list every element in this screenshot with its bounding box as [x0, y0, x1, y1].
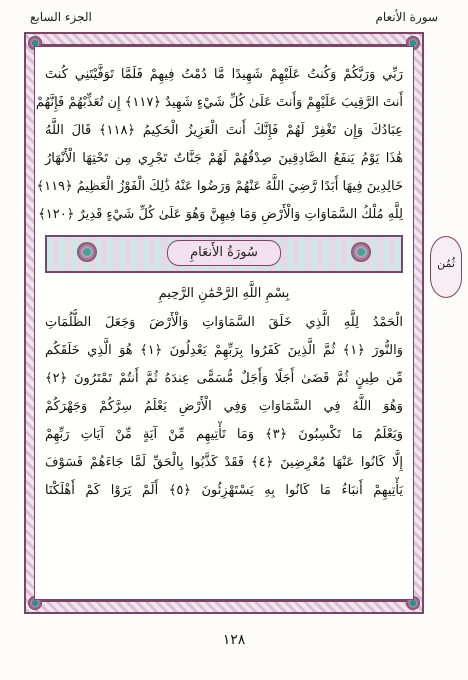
header-juz-name: الجزء السابع	[30, 10, 92, 24]
verse-line: مِّن طِينٍ ثُمَّ قَضَىٰ أَجَلًا وَأَجَلٌ مُّسَمًّى عِندَهُ ثُمَّ أَنتُمْ تَمْتَرُونَ ﴿٢﴾	[45, 371, 403, 386]
verse-lines	[35, 61, 413, 505]
verse-line: أَنتَ الرَّقِيبَ عَلَيْهِمْ وَأَنتَ عَلَىٰ كُلِّ شَيْءٍ شَهِيدٌ ﴿١١٧﴾ إِن تُعَذِّبْهُمْ فَإِنَّهُمْ	[35, 95, 403, 110]
bismillah: بِسْمِ اللَّهِ الرَّحْمَٰنِ الرَّحِيمِ	[158, 286, 290, 301]
verse-line: هَٰذَا يَوْمُ يَنفَعُ الصَّادِقِينَ صِدْقُهُمْ لَهُمْ جَنَّاتٌ تَجْرِي مِن تَحْتِهَا الْأَنْهَارُ	[45, 151, 403, 166]
verse-line: وَهُوَ اللَّهُ فِي السَّمَاوَاتِ وَفِي الْأَرْضِ يَعْلَمُ سِرَّكُمْ وَجَهْرَكُمْ	[45, 399, 403, 414]
sura-title-banner	[45, 235, 403, 273]
verse-line: رَبِّي وَرَبَّكُمْ وَكُنتُ عَلَيْهِمْ شَهِيدًا مَّا دُمْتُ فِيهِمْ فَلَمَّا تَوَفَّيْتَنِي كُنتَ	[45, 67, 403, 82]
quran-text-area	[34, 46, 414, 600]
verse-line: وَالنُّورَ ﴿١﴾ ثُمَّ الَّذِينَ كَفَرُوا بِرَبِّهِمْ يَعْدِلُونَ ﴿١﴾ هُوَ الَّذِي خَلَقَكُم	[45, 343, 404, 358]
verse-line: لِلَّهِ مُلْكُ السَّمَاوَاتِ وَالْأَرْضِ وَمَا فِيهِنَّ وَهُوَ عَلَىٰ كُلِّ شَيْءٍ قَدِيرٌ ﴿١٢٠﴾	[38, 207, 403, 222]
verse-line: وَيَعْلَمُ مَا تَكْسِبُونَ ﴿٣﴾ وَمَا تَأْتِيهِم مِّنْ آيَةٍ مِّنْ آيَاتِ رَبِّهِمْ	[45, 427, 403, 442]
header-sura-name: سورة الأنعام	[375, 10, 438, 24]
page-header	[30, 8, 438, 28]
rosette-icon	[351, 242, 371, 262]
hizb-marker	[430, 236, 462, 298]
verse-line: يَأْتِيهِمْ أَنبَاءُ مَا كَانُوا بِهِ يَسْتَهْزِئُونَ ﴿٥﴾ أَلَمْ يَرَوْا كَمْ أَهْلَكْنَا	[45, 483, 403, 498]
verse-line: الْحَمْدُ لِلَّهِ الَّذِي خَلَقَ السَّمَاوَاتِ وَالْأَرْضَ وَجَعَلَ الظُّلُمَاتِ	[45, 315, 403, 330]
rosette-icon	[77, 242, 97, 262]
hizb-marker-label: ثُمُن	[437, 257, 455, 270]
verse-line: إِلَّا كَانُوا عَنْهَا مُعْرِضِينَ ﴿٤﴾ فَقَدْ كَذَّبُوا بِالْحَقِّ لَمَّا جَاءَهُمْ فَسَوْفَ	[45, 455, 403, 470]
verse-line: عِبَادُكَ وَإِن تَغْفِرْ لَهُمْ فَإِنَّكَ أَنتَ الْعَزِيزُ الْحَكِيمُ ﴿١١٨﴾ قَالَ اللَّهُ	[45, 123, 403, 138]
page-number: ١٢٨	[222, 632, 246, 648]
verse-line: خَالِدِينَ فِيهَا أَبَدًا رَّضِيَ اللَّهُ عَنْهُمْ وَرَضُوا عَنْهُ ذَٰلِكَ الْفَوْزُ الْعَظِيمُ ﴿١١٩﴾	[36, 179, 403, 194]
sura-title: سُورَةُ الأَنعَامِ	[167, 240, 281, 266]
